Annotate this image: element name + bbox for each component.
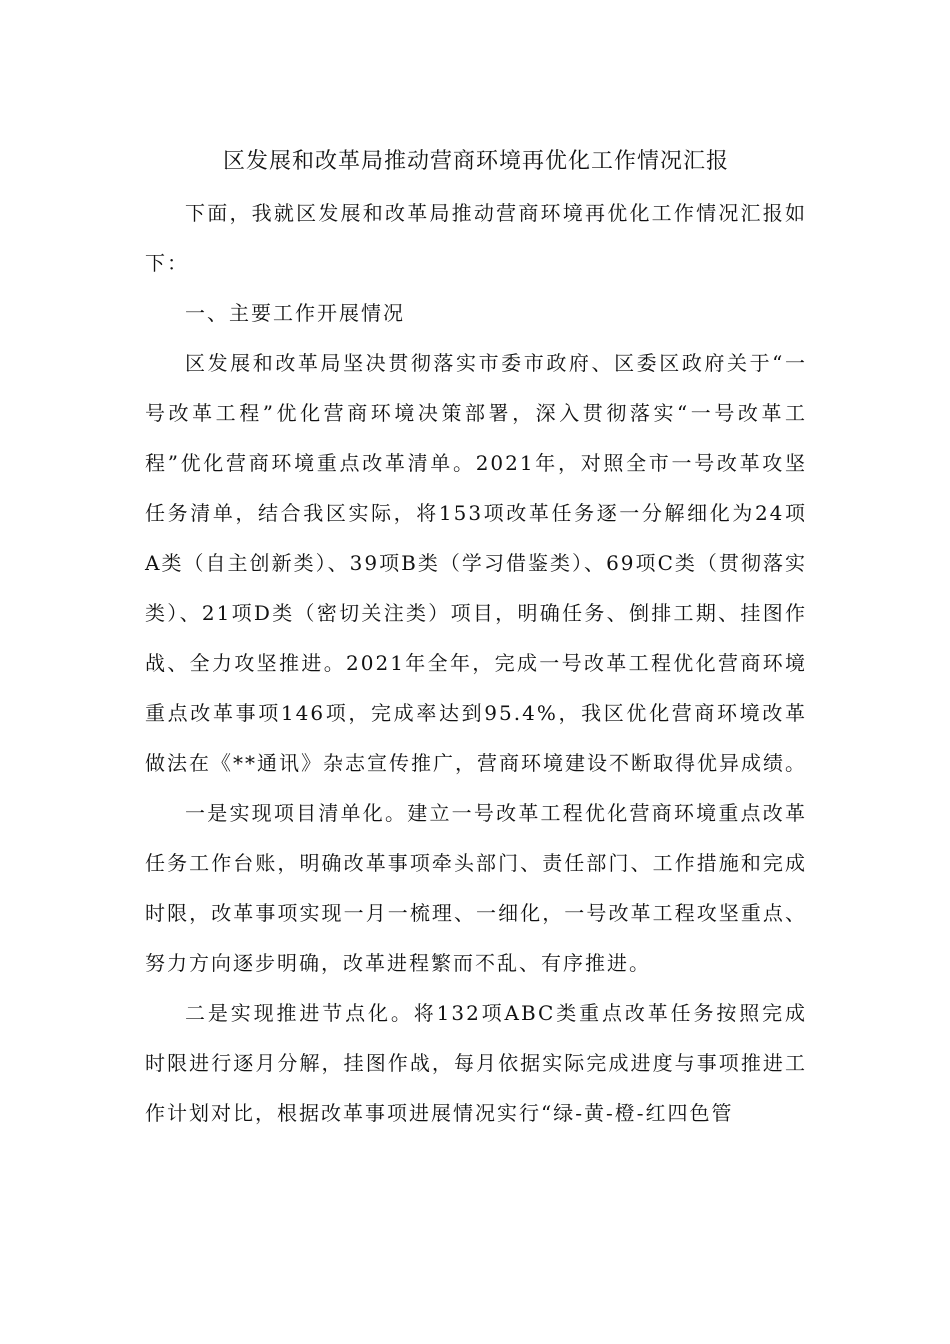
intro-paragraph: 下面，我就区发展和改革局推动营商环境再优化工作情况汇报如下：	[145, 201, 807, 275]
body-paragraph: 区发展和改革局坚决贯彻落实市委市政府、区委区政府关于“一号改革工程”优化营商环境决策部署，深入贯彻落实“一号改革工程”优化营商环境重点改革清单。2021年，对照全市一号改革攻坚任务清单，结合我区实际，将153项改革任务逐一分解细化为24项A类（自主创新类）、39项B类（学习借鉴类）、69项C类（贯彻落实类）、21项D类（密切关注类）项目，明确任务、倒排工期、挂图作战、全力攻坚推进。2021年全年，完成一号改革工程优化营商环境重点改革事项146项，完成率达到95.4%，我区优化营商环境改革做法在《**通讯》杂志宣传推广，营商环境建设不断取得优异成绩。	[145, 351, 807, 775]
section-heading: 一、主要工作开展情况	[185, 301, 405, 325]
body-paragraph: 二是实现推进节点化。将132项ABC类重点改革任务按照完成时限进行逐月分解，挂图作战，每月依据实际完成进度与事项推进工作计划对比，根据改革事项进展情况实行“绿-黄-橙-红四色管	[145, 1001, 807, 1125]
body-paragraph: 一是实现项目清单化。建立一号改革工程优化营商环境重点改革任务工作台账，明确改革事项牵头部门、责任部门、工作措施和完成时限，改革事项实现一月一梳理、一细化，一号改革工程攻坚重点、努力方向逐步明确，改革进程繁而不乱、有序推进。	[145, 801, 807, 975]
document-title: 区发展和改革局推动营商环境再优化工作情况汇报	[222, 149, 729, 174]
document-body	[145, 142, 807, 1138]
